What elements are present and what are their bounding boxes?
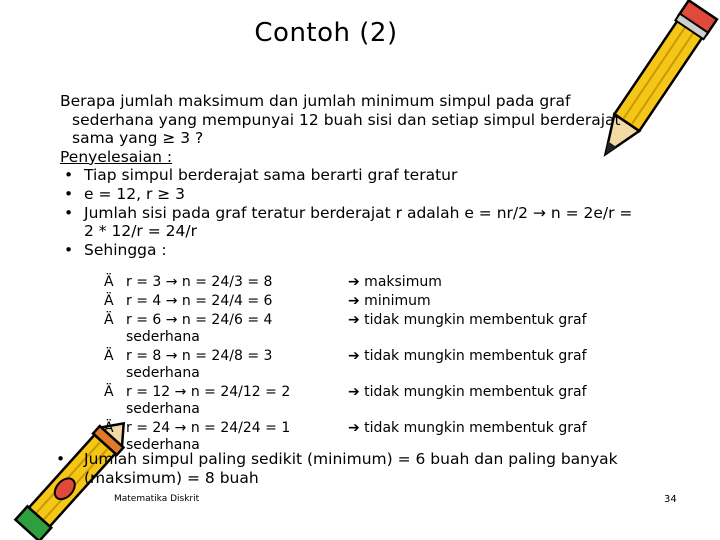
case-right: ➔ minimum [348,293,431,309]
bullet-dot: • [64,203,74,222]
bullet-item [60,185,640,204]
bullet-text: Sehingga : [84,240,167,259]
case-left: r = 8 → n = 24/8 = 3 sederhana [126,348,273,381]
case-list [104,274,644,456]
case-row [104,293,644,312]
bullet-text: Tiap simpul berderajat sama berarti graf teratur [84,166,458,185]
slide-title: Contoh (2) [254,18,398,48]
case-marker: Ä [104,348,114,364]
slide-body [60,92,640,259]
page-number: 34 [664,494,677,505]
case-left: r = 24 → n = 24/24 = 1 sederhana [126,420,291,453]
case-right: ➔ tidak mungkin membentuk graf [348,312,587,328]
case-right: ➔ tidak mungkin membentuk graf [348,384,587,400]
bullet-dot: • [64,184,74,203]
case-row [104,384,644,420]
closing-statement [56,450,626,487]
question-text: Berapa jumlah maksimum dan jumlah minimum simpul pada graf sederhana yang mempunyai 12 buah sisi dan setiap simpul berderajat sama yang ≥ 3 ? [60,92,621,148]
case-left: r = 3 → n = 24/3 = 8 [126,274,273,290]
case-marker: Ä [104,384,114,400]
case-marker: Ä [104,274,114,290]
case-right: ➔ tidak mungkin membentuk graf [348,420,587,436]
case-row [104,312,644,348]
case-left: r = 4 → n = 24/4 = 6 [126,293,273,309]
closing-text: Jumlah simpul paling sedikit (minimum) = 6 buah dan paling banyak (maksimum) = 8 buah [84,450,618,487]
bullet-item [60,166,640,185]
bullet-dot: • [64,166,74,185]
bullet-dot: • [56,450,66,468]
bullet-text: e = 12, r ≥ 3 [84,184,186,203]
solution-label: Penyelesaian : [60,147,173,166]
case-left: r = 6 → n = 24/6 = 4 sederhana [126,312,273,345]
case-right: ➔ maksimum [348,274,442,290]
footer-course: Matematika Diskrit [114,494,200,504]
case-row [104,348,644,384]
case-marker: Ä [104,312,114,328]
case-right: ➔ tidak mungkin membentuk graf [348,348,587,364]
bullet-text: Jumlah sisi pada graf teratur berderajat r adalah e = nr/2 → n = 2e/r = 2 * 12/r = 24/r [84,203,633,241]
case-marker: Ä [104,293,114,309]
case-left: r = 12 → n = 24/12 = 2 sederhana [126,384,291,417]
bullet-item [60,204,640,241]
bullet-dot: • [64,240,74,259]
case-row [104,274,644,293]
bullet-item [60,241,640,260]
case-marker: Ä [104,420,114,436]
